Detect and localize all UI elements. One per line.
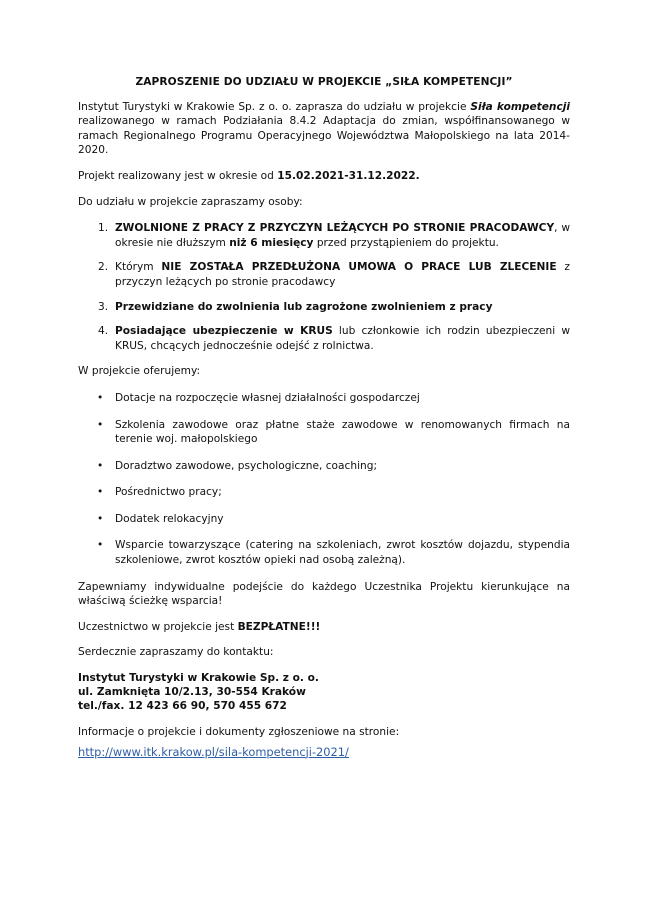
offer-text: Wsparcie towarzyszące (catering na szkoleniach, zwrot kosztów dojazdu, stypendia szkoleniowe, zwrot kosztów opieki nad osobą zależną). [115, 539, 570, 567]
bullet-icon: • [97, 459, 104, 472]
group-text: Którym [115, 261, 162, 274]
group-bold: ZWOLNIONE Z PRACY Z PRZYCZYN LEŻĄCYCH PO STRONIE PRACODAWCY [115, 222, 555, 235]
offer-item [78, 418, 570, 447]
bullet-icon: • [97, 486, 104, 499]
group-text: lub członkowie ich rodzin ubezpieczeni w KRUS, chcących jednocześnie odejść z rolnictwa. [115, 325, 570, 352]
bullet-icon: • [97, 512, 104, 525]
offer-item [78, 391, 570, 406]
contact-block [78, 671, 570, 713]
offer-item [78, 512, 570, 527]
offers-list [78, 391, 570, 568]
target-groups-list [78, 221, 570, 353]
item-number: 4. [98, 325, 109, 338]
period-text: Projekt realizowany jest w okresie od [78, 169, 278, 182]
offer-header: W projekcie oferujemy: [78, 365, 201, 378]
offer-item [78, 459, 570, 474]
period-dates: 15.02.2021-31.12.2022. [277, 169, 420, 182]
guarantee-paragraph: Zapewniamy indywidualne podejście do każdego Uczestnika Projektu kierunkujące na właściwą ścieżkę wsparcia! [78, 580, 570, 608]
document-body [78, 75, 570, 760]
offer-text: Pośrednictwo pracy; [115, 486, 222, 499]
intro-text-end: realizowanego w ramach Podziałania 8.4.2 Adaptacja do zmian, współfinansowanego w ramach Regionalnego Programu Operacyjnego Województwa Małopolskiego na lata 2014-2020. [78, 115, 570, 157]
target-group-item [78, 260, 570, 289]
group-text: , w okresie nie dłuższym [115, 222, 570, 249]
group-bold: Przewidziane do zwolnienia lub zagrożone zwolnieniem z pracy [115, 300, 493, 313]
group-text: przed przystąpieniem do projektu. [313, 236, 499, 249]
group-bold: niż 6 miesięcy [229, 236, 314, 249]
contact-name: Instytut Turystyki w Krakowie Sp. z o. o. [78, 672, 319, 685]
offer-item [78, 485, 570, 500]
group-bold: NIE ZOSTAŁA PRZEDŁUŻONA UMOWA O PRACE LUB ZLECENIE [161, 261, 557, 274]
group-bold: Posiadające ubezpieczenie w KRUS [115, 325, 333, 338]
contact-phone: tel./fax. 12 423 66 90, 570 455 672 [78, 700, 287, 713]
free-paragraph [78, 620, 570, 635]
bullet-icon: • [97, 391, 104, 404]
invite-header: Do udziału w projekcie zapraszamy osoby: [78, 195, 303, 208]
bullet-icon: • [97, 418, 104, 431]
target-group-item [78, 324, 570, 353]
group-text: z przyczyn leżących po stronie pracodawcy [115, 261, 570, 288]
offer-text: Doradztwo zawodowe, psychologiczne, coaching; [115, 459, 378, 472]
document-title: ZAPROSZENIE DO UDZIAŁU W PROJEKCIE „SIŁA KOMPETENCJI” [135, 76, 513, 88]
offer-text: Szkolenia zawodowe oraz płatne staże zawodowe w renomowanych firmach na terenie woj. małopolskiego [115, 418, 570, 446]
contact-address: ul. Zamknięta 10/2.13, 30-554 Kraków [78, 686, 306, 699]
item-number: 3. [98, 300, 109, 313]
intro-paragraph [78, 100, 570, 158]
contact-invite: Serdecznie zapraszamy do kontaktu: [78, 646, 274, 659]
offer-item [78, 538, 570, 567]
free-text: Uczestnictwo w projekcie jest [78, 620, 238, 633]
project-name: Siła kompetencji [470, 100, 571, 113]
item-number: 1. [98, 222, 109, 235]
target-group-item [78, 300, 570, 315]
intro-text-start: Instytut Turystyki w Krakowie Sp. z o. o. zaprasza do udziału w projekcie [78, 100, 471, 113]
project-link[interactable]: http://www.itk.krakow.pl/sila-kompetencji-2021/ [78, 744, 349, 759]
info-text: Informacje o projekcie i dokumenty zgłoszeniowe na stronie: [78, 726, 400, 739]
free-bold: BEZPŁATNE!!! [237, 620, 321, 633]
item-number: 2. [98, 261, 109, 274]
target-group-item [78, 221, 570, 250]
offer-text: Dodatek relokacyjny [115, 512, 224, 525]
bullet-icon: • [97, 539, 104, 552]
period-paragraph [78, 169, 570, 184]
offer-text: Dotacje na rozpoczęcie własnej działalności gospodarczej [115, 391, 420, 404]
